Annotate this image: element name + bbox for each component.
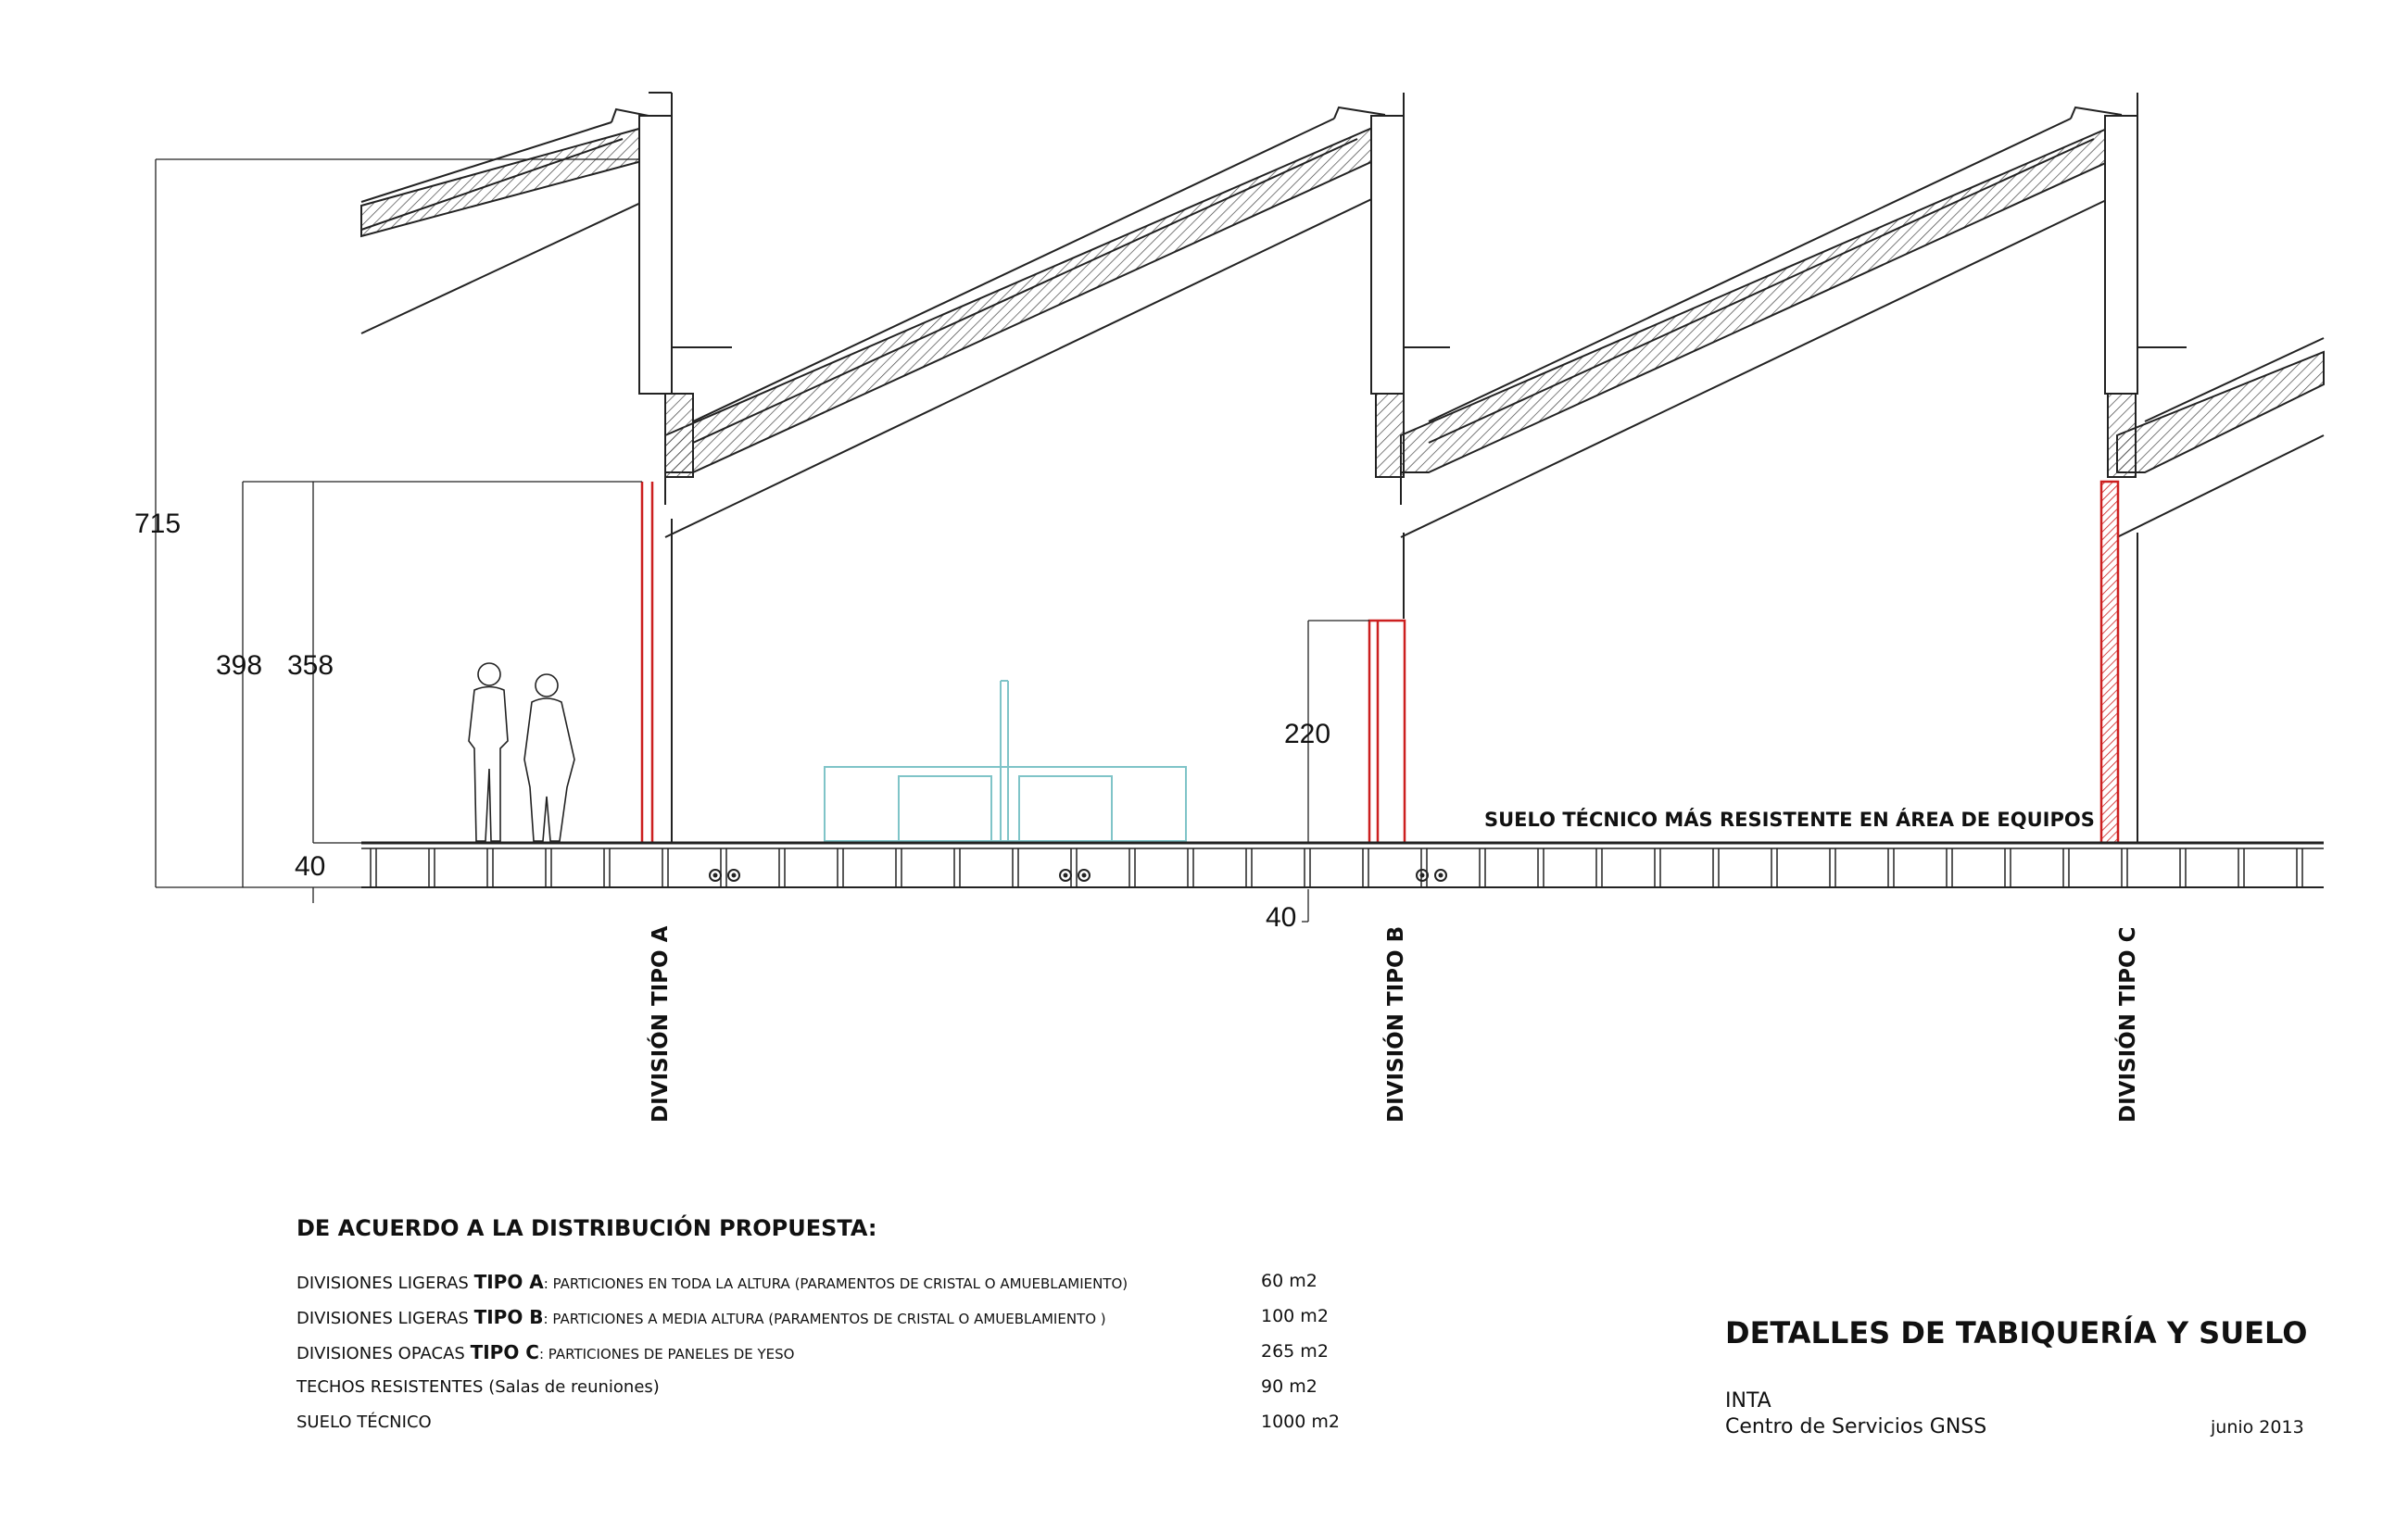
dim-clear-height: 358 (287, 650, 334, 681)
floor-note: SUELO TÉCNICO MÁS RESISTENTE EN ÁREA DE EQUIPOS (1484, 809, 2095, 831)
note-value: 265 m2 (1261, 1341, 1329, 1362)
desk-furniture (825, 681, 1186, 843)
organization: INTA (1725, 1389, 1771, 1413)
title-block (1725, 1315, 2318, 1438)
drawing-title: DETALLES DE TABIQUERÍA Y SUELO (1725, 1315, 2308, 1350)
note-row-tipo-c: DIVISIONES OPACAS TIPO C: PARTICIONES DE PANELES DE YESO 265 m2 (296, 1341, 1329, 1363)
dim-partition-height: 398 (216, 650, 263, 681)
dim-floor-thickness-b: 40 (1266, 902, 1297, 933)
person-figure-right (524, 674, 574, 841)
note-row-suelo: SUELO TÉCNICO 1000 m2 (296, 1412, 1340, 1432)
dimension-lines (156, 159, 1369, 922)
partition-type-c (2101, 482, 2118, 843)
drawing-date: junio 2013 (2211, 1417, 2304, 1438)
note-row-tipo-b: DIVISIONES LIGERAS TIPO B: PARTICIONES A MEDIA ALTURA (PARAMENTOS DE CRISTAL O AMUEBLAMIENTO ) 100 m2 (296, 1306, 1329, 1328)
partition-type-a (642, 482, 652, 843)
project-name: Centro de Servicios GNSS (1725, 1415, 1987, 1438)
note-value: 100 m2 (1261, 1306, 1329, 1326)
roof-bay-0 (361, 109, 662, 333)
note-value: 1000 m2 (1261, 1412, 1340, 1432)
dim-total-height: 715 (134, 509, 182, 539)
roof-bay-2 (1401, 107, 2122, 537)
note-value: 90 m2 (1261, 1376, 1317, 1397)
dim-half-height: 220 (1284, 719, 1331, 749)
raised-floor (361, 843, 2324, 887)
notes-heading: DE ACUERDO A LA DISTRIBUCIÓN PROPUESTA: (296, 1215, 877, 1241)
note-row-techos: TECHOS RESISTENTES (Salas de reuniones) 90 m2 (296, 1376, 1317, 1397)
division-label-c: DIVISIÓN TIPO C (2116, 926, 2140, 1123)
column-b (1371, 93, 1450, 619)
note-value: 60 m2 (1261, 1271, 1317, 1291)
partition-type-b (1369, 621, 1405, 843)
roof-bay-3 (2117, 338, 2324, 537)
division-label-a: DIVISIÓN TIPO A (649, 925, 673, 1123)
person-figure-left (469, 663, 508, 841)
division-label-b: DIVISIÓN TIPO B (1384, 925, 1408, 1123)
sawtooth-roof (361, 93, 2324, 843)
distribution-notes (296, 1215, 1408, 1441)
note-row-tipo-a: DIVISIONES LIGERAS TIPO A: PARTICIONES EN TODA LA ALTURA (PARAMENTOS DE CRISTAL O AMUEBLAMIENTO) 60 m2 (296, 1271, 1317, 1293)
dim-floor-thickness: 40 (295, 851, 326, 882)
floor-pedestals (371, 848, 2302, 887)
roof-bay-1 (665, 107, 1385, 537)
